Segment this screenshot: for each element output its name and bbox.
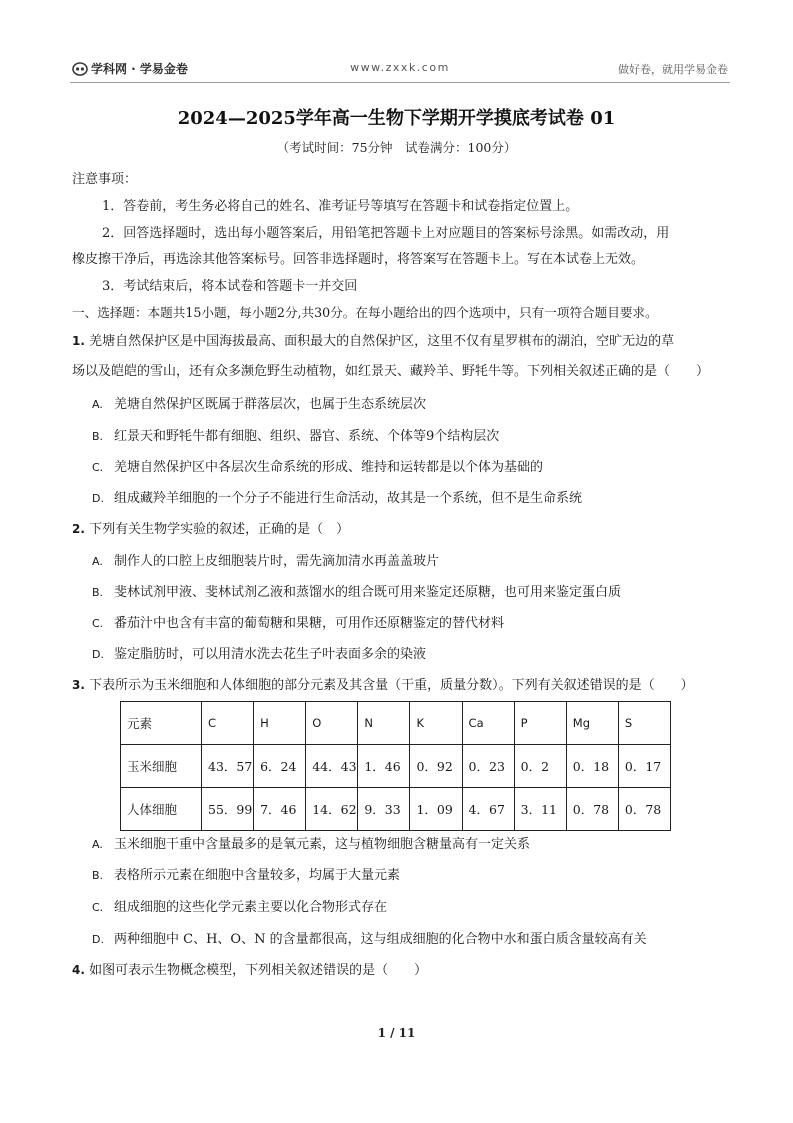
question-1-stem <box>72 330 674 349</box>
question-stem-text: 下列有关生物学实验的叙述，正确的是（ ） <box>89 522 350 537</box>
option-d <box>92 928 647 947</box>
table-cell: 元素 <box>121 702 202 745</box>
table-cell: 44．43 <box>306 745 358 788</box>
table-cell: 1．09 <box>410 788 462 831</box>
table-cell: 0．17 <box>618 745 670 788</box>
option-b <box>92 864 400 883</box>
table-cell: H <box>254 702 306 745</box>
table-cell: 0．92 <box>410 745 462 788</box>
section-heading: 一、选择题：本题共15小题，每小题2分,共30分。在每小题给出的四个选项中，只有一项符合题目要求。 <box>72 305 658 320</box>
option-c <box>92 456 543 475</box>
option-a <box>92 550 439 569</box>
option-letter: C. <box>92 901 104 914</box>
table-cell: Ca <box>462 702 514 745</box>
notes-item: 2．回答选择题时，选出每小题答案后，用铅笔把答题卡上对应题目的答案标号涂黑。如需改动，用 <box>102 226 670 241</box>
table-cell: 0．78 <box>618 788 670 831</box>
option-text: 红景天和野牦牛都有细胞、组织、器官、系统、个体等9个结构层次 <box>114 429 500 444</box>
table-cell: K <box>410 702 462 745</box>
option-letter: C. <box>92 461 104 474</box>
question-2-stem <box>72 518 349 537</box>
option-b <box>92 425 499 444</box>
table-cell: 0．18 <box>566 745 618 788</box>
question-1-stem-cont: 场以及皑皑的雪山，还有众多濒危野生动植物，如红景天、藏羚羊、野牦牛等。下列相关叙述正确的是（ ） <box>72 364 710 379</box>
page-number: 1 / 11 <box>377 1026 416 1040</box>
table-cell: 55．99 <box>202 788 254 831</box>
page-header <box>70 56 730 83</box>
table-cell: C <box>202 702 254 745</box>
notes-heading: 注意事项： <box>72 172 138 187</box>
option-text: 制作人的口腔上皮细胞装片时，需先滴加清水再盖盖玻片 <box>114 554 440 569</box>
question-stem-text: 下表所示为玉米细胞和人体细胞的部分元素及其含量（干重，质量分数）。下列有关叙述错误的是（ ） <box>89 678 694 693</box>
option-text: 玉米细胞干重中含量最多的是氧元素，这与植物细胞含糖量高有一定关系 <box>114 837 531 852</box>
option-letter: D. <box>92 492 104 505</box>
question-stem-text: 如图可表示生物概念模型，下列相关叙述错误的是（ ） <box>89 963 428 978</box>
option-letter: B. <box>92 869 104 882</box>
table-row <box>121 745 671 788</box>
exam-subtitle: （考试时间：75分钟 试卷满分：100分） <box>276 140 517 155</box>
table-cell: Mg <box>566 702 618 745</box>
option-letter: B. <box>92 430 104 443</box>
table-cell: 4．67 <box>462 788 514 831</box>
option-text: 组成藏羚羊细胞的一个分子不能进行生命活动，故其是一个系统，但不是生命系统 <box>114 491 583 506</box>
question-3-stem <box>72 674 694 693</box>
site-url: www.zxxk.com <box>350 61 450 74</box>
notes-item: 1．答卷前，考生务必将自己的姓名、准考证号等填写在答题卡和试卷指定位置上。 <box>102 199 579 214</box>
option-text: 两种细胞中 C、H、O、N 的含量都很高，这与组成细胞的化合物中水和蛋白质含量较高有关 <box>114 932 647 947</box>
table-cell: 0．23 <box>462 745 514 788</box>
notes-item: 3．考试结束后，将本试卷和答题卡一并交回 <box>102 279 358 294</box>
option-a <box>92 393 426 412</box>
header-slogan: 做好卷，就用学易金卷 <box>618 63 728 76</box>
question-number: 1. <box>72 334 85 348</box>
option-d <box>92 487 582 506</box>
question-4-stem <box>72 959 427 978</box>
option-letter: D. <box>92 648 104 661</box>
option-text: 组成细胞的这些化学元素主要以化合物形式存在 <box>114 900 388 915</box>
option-c <box>92 896 387 915</box>
table-row <box>121 788 671 831</box>
table-cell: P <box>514 702 566 745</box>
option-text: 斐林试剂甲液、斐林试剂乙液和蒸馏水的组合既可用来鉴定还原糖，也可用来鉴定蛋白质 <box>114 585 622 600</box>
brand-name: 学科网 · 学易金卷 <box>91 62 188 76</box>
option-text: 表格所示元素在细胞中含量较多，均属于大量元素 <box>114 868 401 883</box>
table-cell: 14．62 <box>306 788 358 831</box>
table-cell: 0．78 <box>566 788 618 831</box>
option-a <box>92 833 530 852</box>
option-b <box>92 581 621 600</box>
option-letter: C. <box>92 617 104 630</box>
table-cell: 玉米细胞 <box>121 745 202 788</box>
table-cell: 1．46 <box>358 745 410 788</box>
table-cell: 9．33 <box>358 788 410 831</box>
table-cell: 7．46 <box>254 788 306 831</box>
question-number: 4. <box>72 963 85 977</box>
table-cell: 43．57 <box>202 745 254 788</box>
option-text: 羌塘自然保护区既属于群落层次，也属于生态系统层次 <box>114 397 427 412</box>
table-cell: O <box>306 702 358 745</box>
table-cell: S <box>618 702 670 745</box>
question-stem-text: 羌塘自然保护区是中国海拔最高、面积最大的自然保护区，这里不仅有星罗棋布的湖泊，空旷无边的草 <box>89 334 675 349</box>
table-cell: N <box>358 702 410 745</box>
option-letter: A. <box>92 398 103 411</box>
option-text: 鉴定脂肪时，可以用清水洗去花生子叶表面多余的染液 <box>114 647 427 662</box>
table-cell: 6．24 <box>254 745 306 788</box>
option-text: 番茄汁中也含有丰富的葡萄糖和果糖，可用作还原糖鉴定的替代材料 <box>114 616 505 631</box>
table-cell: 人体细胞 <box>121 788 202 831</box>
option-letter: A. <box>92 555 103 568</box>
question-number: 2. <box>72 522 85 536</box>
notes-item: 橡皮擦干净后，再选涂其他答案标号。回答非选择题时，将答案写在答题卡上。写在本试卷上无效。 <box>72 252 645 267</box>
option-text: 羌塘自然保护区中各层次生命系统的形成、维持和运转都是以个体为基础的 <box>114 460 544 475</box>
question-number: 3. <box>72 678 85 692</box>
option-d <box>92 643 426 662</box>
option-letter: B. <box>92 586 104 599</box>
option-letter: D. <box>92 933 104 946</box>
table-cell: 0．2 <box>514 745 566 788</box>
table-cell: 3．11 <box>514 788 566 831</box>
option-c <box>92 612 504 631</box>
element-content-table <box>120 701 671 831</box>
table-header-row <box>121 702 671 745</box>
exam-title: 2024—2025学年高一生物下学期开学摸底考试卷 01 <box>177 108 616 129</box>
option-letter: A. <box>92 838 103 851</box>
